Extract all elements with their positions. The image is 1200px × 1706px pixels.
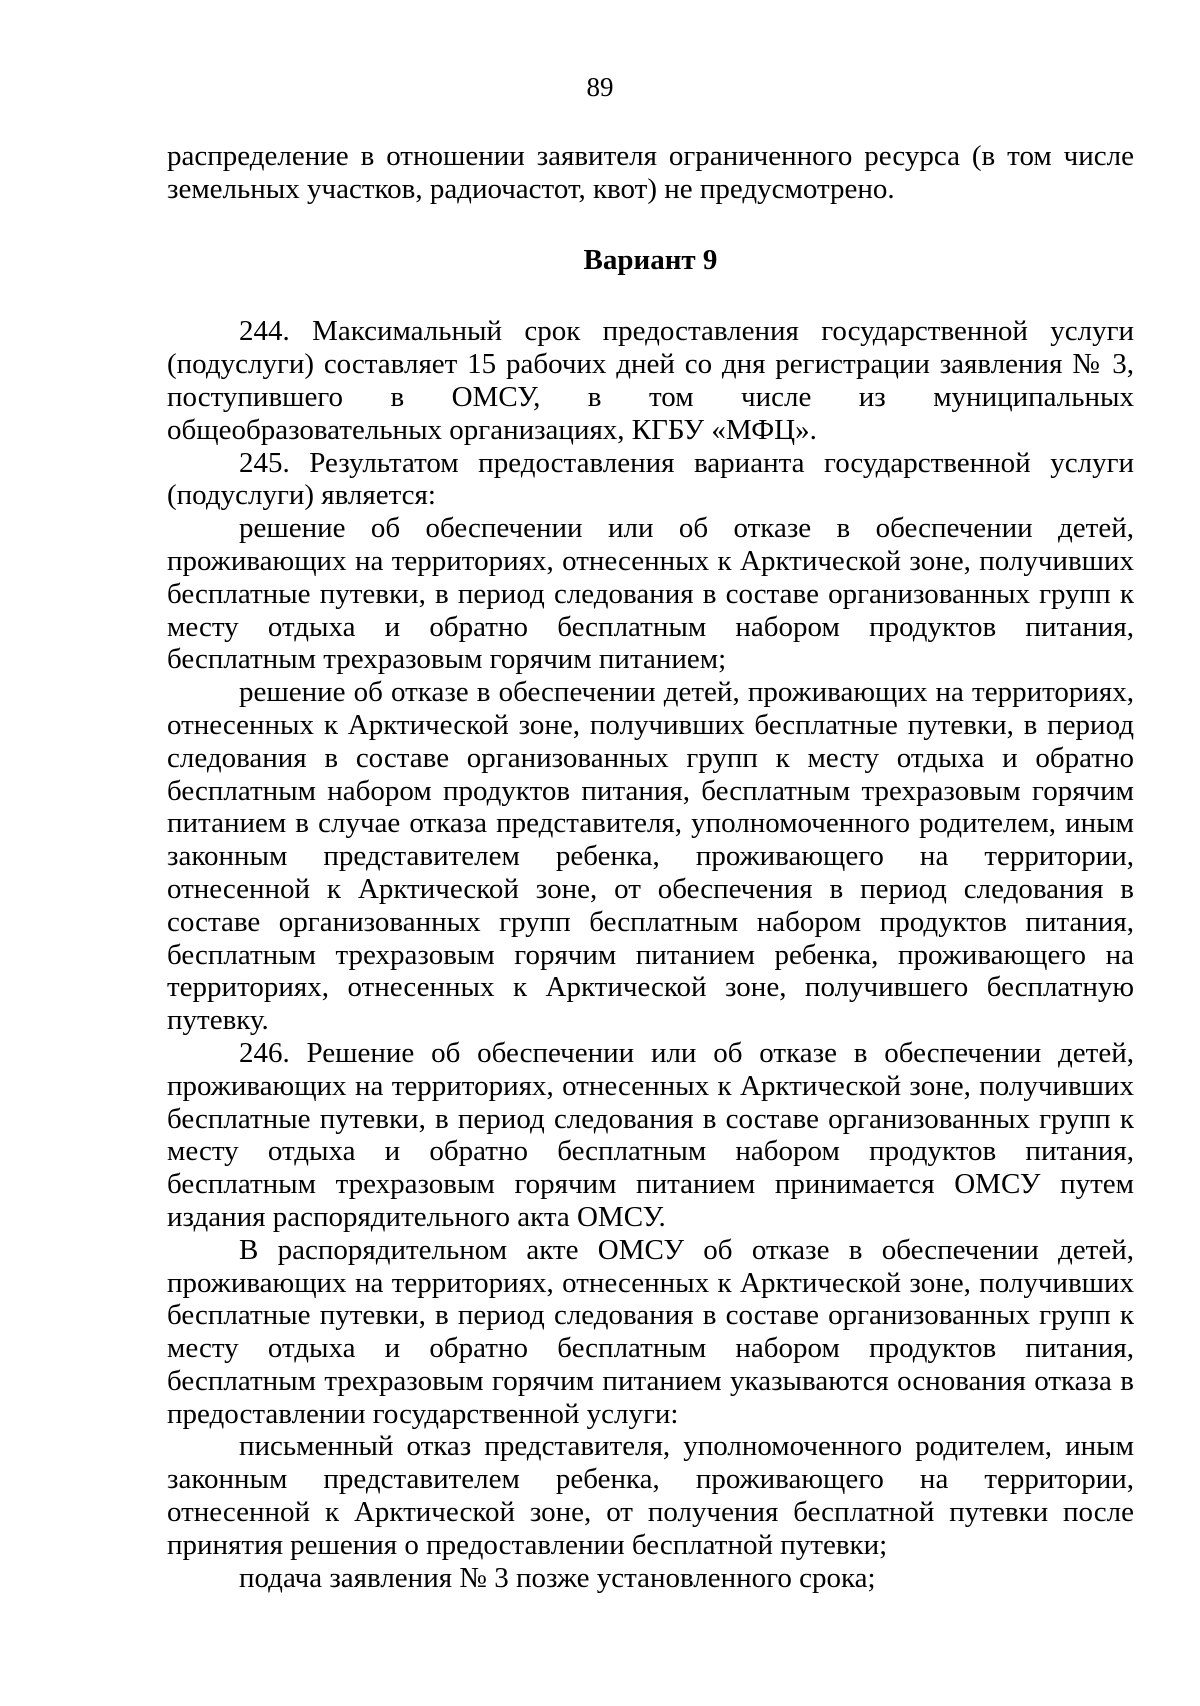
paragraph-continuation: распределение в отношении заявителя ограниченного ресурса (в том числе земельных участков, радиочастот, квот) не предусмотрено. [167,140,1134,205]
paragraph-245-item-2: решение об отказе в обеспечении детей, проживающих на территориях, отнесенных к Арктической зоне, получивших бесплатные путевки, в период следования в составе организованных групп к месту отдыха и обратно бесплатным набором продуктов питания, бесплатным трехразовым горячим питанием в случае отказа представителя, уполномоченного родителем, иным законным представителем ребенка, проживающего на территории, отнесенной к Арктической зоне, от обеспечения в период следования в составе организованных групп бесплатным набором продуктов питания, бесплатным трехразовым горячим питанием ребенка, проживающего на территориях, отнесенных к Арктической зоне, получившего бесплатную путевку. [167,676,1134,1037]
paragraph-245-item-1: решение об обеспечении или об отказе в обеспечении детей, проживающих на территориях, отнесенных к Арктической зоне, получивших бесплатные путевки, в период следования в составе организованных групп к месту отдыха и обратно бесплатным набором продуктов питания, бесплатным трехразовым горячим питанием; [167,512,1134,676]
section-heading: Вариант 9 [583,243,718,276]
paragraph-refusal-act: В распорядительном акте ОМСУ об отказе в обеспечении детей, проживающих на территориях, отнесенных к Арктической зоне, получивших бесплатные путевки, в период следования в составе организованных групп к месту отдыха и обратно бесплатным набором продуктов питания, бесплатным трехразовым горячим питанием указываются основания отказа в предоставлении государственной услуги: [167,1233,1134,1430]
paragraph-246: 246. Решение об обеспечении или об отказе в обеспечении детей, проживающих на территориях, отнесенных к Арктической зоне, получивших бесплатные путевки, в период следования в составе организованных групп к месту отдыха и обратно бесплатным набором продуктов питания, бесплатным трехразовым горячим питанием принимается ОМСУ путем издания распорядительного акта ОМСУ. [167,1036,1134,1233]
refusal-reason-1: письменный отказ представителя, уполномоченного родителем, иным законным представителем ребенка, проживающего на территории, отнесенной к Арктической зоне, от получения бесплатной путевки после принятия решения о предоставлении бесплатной путевки; [167,1430,1134,1561]
document-body [167,140,1134,1594]
paragraph-245: 245. Результатом предоставления варианта государственной услуги (подуслуги) является: [167,446,1134,512]
paragraph-244: 244. Максимальный срок предоставления государственной услуги (подуслуги) составляет 15 рабочих дней со дня регистрации заявления № 3, поступившего в ОМСУ, в том числе из муниципальных общеобразовательных организациях, КГБУ «МФЦ». [167,315,1134,446]
refusal-reason-2: подача заявления № 3 позже установленного срока; [239,1561,876,1594]
page-number: 89 [586,72,614,102]
